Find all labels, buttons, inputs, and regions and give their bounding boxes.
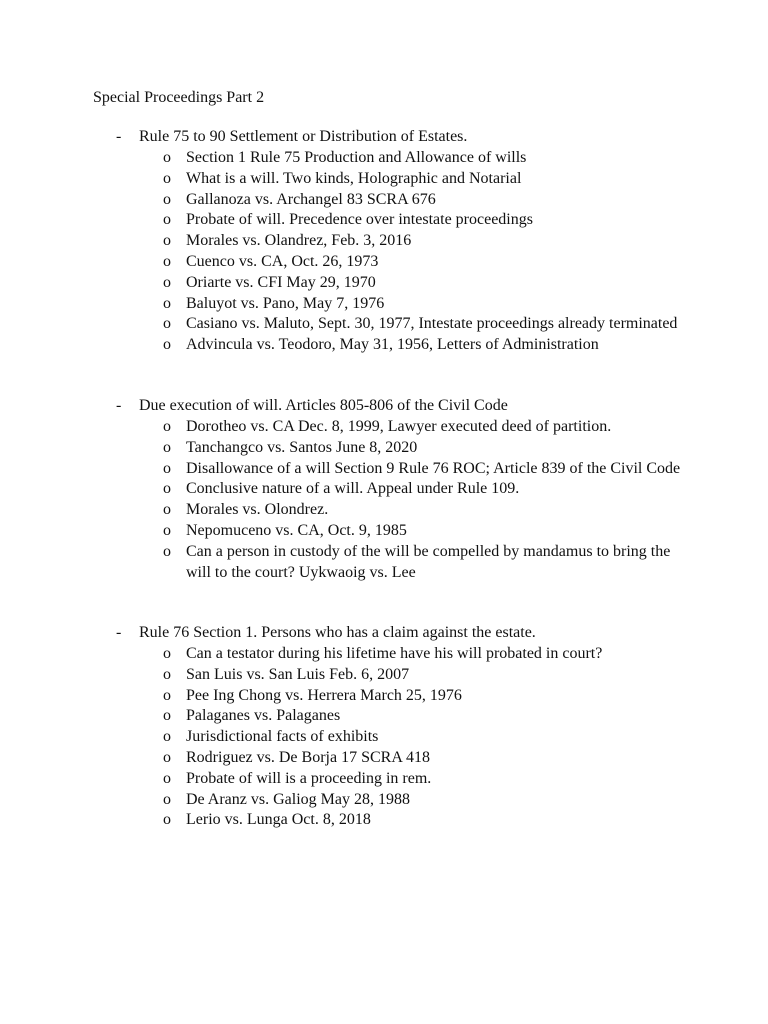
bullet-marker: o [163, 728, 171, 746]
bullet-marker: o [163, 418, 171, 435]
list-item-text: Disallowance of a will Section 9 Rule 76 ROC; Article 839 of the Civil Code [186, 459, 681, 477]
bullet-marker: o [163, 294, 171, 312]
list-item-text: Gallanoza vs. Archangel 83 SCRA 676 [186, 190, 436, 208]
bullet-marker: o [163, 790, 171, 808]
list-item-text: Tanchangco vs. Santos June 8, 2020 [186, 438, 418, 456]
list-item [0, 148, 768, 169]
bullet-marker: o [163, 480, 171, 498]
list-item [0, 210, 768, 231]
bullet-marker: o [163, 769, 171, 787]
list-item-text: San Luis vs. San Luis Feb. 6, 2007 [186, 665, 410, 683]
list-item [0, 190, 768, 211]
document-title: Special Proceedings Part 2 [93, 89, 265, 106]
list-item [0, 231, 768, 252]
item-list [0, 644, 768, 831]
list-item [0, 542, 768, 584]
bullet-marker: o [163, 521, 171, 539]
bullet-marker: o [163, 665, 171, 683]
list-item-text: Morales vs. Olondrez. [186, 501, 329, 519]
list-item [0, 810, 768, 831]
list-item [0, 459, 768, 480]
bullet-marker: o [163, 707, 171, 725]
list-item-text: Pee Ing Chong vs. Herrera March 25, 1976 [186, 686, 462, 704]
section-heading-text: Due execution of will. Articles 805-806 of the Civil Code [139, 397, 508, 414]
bullet-marker: o [163, 501, 171, 519]
list-item-text: Probate of will. Precedence over intestate proceedings [186, 211, 533, 229]
list-item [0, 479, 768, 500]
list-item-text: Lerio vs. Lunga Oct. 8, 2018 [186, 811, 371, 829]
list-item-text: Casiano vs. Maluto, Sept. 30, 1977, Intestate proceedings already terminated [186, 315, 678, 333]
list-item [0, 748, 768, 769]
list-item-text: Palaganes vs. Palaganes [186, 707, 341, 725]
list-item-text: Probate of will is a proceeding in rem. [186, 769, 432, 787]
bullet-marker: o [163, 542, 171, 560]
list-item-text: Morales vs. Olandrez, Feb. 3, 2016 [186, 232, 412, 250]
list-item [0, 706, 768, 727]
bullet-marker: o [163, 252, 171, 270]
list-item-text: Section 1 Rule 75 Production and Allowance of wills [186, 149, 527, 166]
list-item-text: Dorotheo vs. CA Dec. 8, 1999, Lawyer executed deed of partition. [186, 418, 612, 435]
item-list [0, 417, 768, 583]
list-item-text: Jurisdictional facts of exhibits [186, 728, 379, 746]
bullet-marker: o [163, 748, 171, 766]
list-item-text: Conclusive nature of a will. Appeal under Rule 109. [186, 480, 520, 498]
list-item-text: Cuenco vs. CA, Oct. 26, 1973 [186, 252, 379, 270]
list-item [0, 769, 768, 790]
dash-marker: - [116, 624, 122, 641]
bullet-marker: o [163, 686, 171, 704]
list-item [0, 294, 768, 315]
list-item-text: Nepomuceno vs. CA, Oct. 9, 1985 [186, 521, 407, 539]
list-item-text: Can a person in custody of the will be compelled by mandamus to bring the will to the court? Uykwaoig vs. Lee [186, 542, 671, 581]
list-item [0, 686, 768, 707]
bullet-marker: o [163, 190, 171, 208]
section-heading-text: Rule 76 Section 1. Persons who has a claim against the estate. [139, 624, 536, 641]
bullet-marker: o [163, 211, 171, 229]
list-item [0, 314, 768, 335]
section-heading [0, 127, 768, 148]
list-item [0, 644, 768, 665]
list-item [0, 521, 768, 542]
bullet-marker: o [163, 811, 171, 829]
bullet-marker: o [163, 336, 171, 354]
list-item [0, 727, 768, 748]
list-item [0, 169, 768, 190]
item-list [0, 148, 768, 356]
list-item [0, 665, 768, 686]
list-item [0, 252, 768, 273]
section-due-execution [0, 396, 768, 583]
bullet-marker: o [163, 273, 171, 291]
list-item-text: Oriarte vs. CFI May 29, 1970 [186, 273, 376, 291]
dash-marker: - [116, 397, 122, 414]
section-heading-text: Rule 75 to 90 Settlement or Distribution of Estates. [139, 128, 468, 145]
list-item-text: Advincula vs. Teodoro, May 31, 1956, Letters of Administration [186, 336, 599, 354]
bullet-marker: o [163, 645, 171, 662]
section-rule-76 [0, 623, 768, 831]
list-item [0, 500, 768, 521]
bullet-marker: o [163, 149, 171, 166]
dash-marker: - [116, 128, 122, 145]
list-item-text: Rodriguez vs. De Borja 17 SCRA 418 [186, 748, 430, 766]
bullet-marker: o [163, 232, 171, 250]
list-item-text: De Aranz vs. Galiog May 28, 1988 [186, 790, 410, 808]
list-item-text: Can a testator during his lifetime have his will probated in court? [186, 645, 603, 662]
list-item [0, 438, 768, 459]
list-item [0, 273, 768, 294]
section-settlement-of-estates [0, 127, 768, 356]
bullet-marker: o [163, 169, 171, 187]
bullet-marker: o [163, 438, 171, 456]
section-heading [0, 396, 768, 417]
bullet-marker: o [163, 459, 171, 477]
list-item [0, 790, 768, 811]
list-item [0, 417, 768, 438]
list-item-text: Baluyot vs. Pano, May 7, 1976 [186, 294, 385, 312]
list-item-text: What is a will. Two kinds, Holographic and Notarial [186, 169, 522, 187]
section-heading [0, 623, 768, 644]
bullet-marker: o [163, 315, 171, 333]
list-item [0, 335, 768, 356]
